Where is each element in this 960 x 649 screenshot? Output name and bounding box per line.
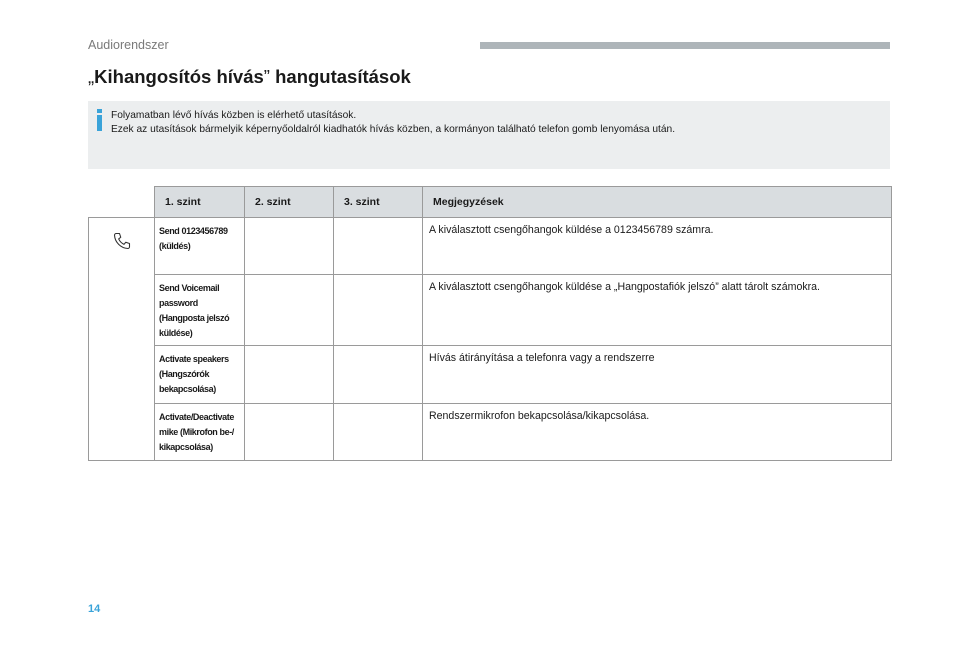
table-header-notes: Megjegyzések (423, 187, 892, 218)
level1-cell: Send Voicemail password (Hangposta jelszó küldése) (155, 275, 245, 346)
page-title (88, 66, 411, 88)
table-header-level3: 3. szint (334, 187, 423, 218)
table-header-level1: 1. szint (155, 187, 245, 218)
level1-cell: Send 0123456789 (küldés) (155, 218, 245, 275)
title-main: Kihangosítós hívás (94, 66, 264, 87)
level2-cell (245, 275, 334, 346)
title-close-quote: ” (263, 66, 270, 87)
level3-cell (334, 346, 423, 404)
info-icon (96, 109, 104, 131)
table-header-level2: 2. szint (245, 187, 334, 218)
phone-icon-cell (89, 218, 155, 461)
section-label: Audiorendszer (88, 38, 169, 52)
note-cell: A kiválasztott csengőhangok küldése a 0123456789 számra. (423, 218, 892, 275)
note-cell: A kiválasztott csengőhangok küldése a „Hangpostafiók jelszó” alatt tárolt számokra. (423, 275, 892, 346)
info-box (88, 101, 890, 169)
level1-cell: Activate speakers (Hangszórók bekapcsolása) (155, 346, 245, 404)
phone-icon (112, 231, 132, 251)
level3-cell (334, 218, 423, 275)
page-number: 14 (88, 603, 101, 615)
info-line-2: Ezek az utasítások bármelyik képernyőoldalról kiadhatók hívás közben, a kormányon található telefon gomb lenyomása után. (111, 123, 676, 135)
title-open-quote: „ (88, 66, 95, 87)
table-header-blank (89, 187, 155, 218)
level3-cell (334, 404, 423, 461)
table-row (89, 275, 892, 346)
info-line-1: Folyamatban lévő hívás közben is elérhető utasítások. (111, 110, 357, 121)
table-row (89, 346, 892, 404)
header-bar (480, 42, 890, 49)
table-row (89, 218, 892, 275)
level2-cell (245, 346, 334, 404)
info-text (111, 109, 675, 136)
note-cell: Hívás átirányítása a telefonra vagy a rendszerre (423, 346, 892, 404)
level2-cell (245, 404, 334, 461)
level2-cell (245, 218, 334, 275)
table-row (89, 404, 892, 461)
note-cell: Rendszermikrofon bekapcsolása/kikapcsolása. (423, 404, 892, 461)
table-header-row (89, 187, 892, 218)
commands-table (88, 186, 892, 461)
level1-cell: Activate/Deactivate mike (Mikrofon be-/ kikapcsolása) (155, 404, 245, 461)
level3-cell (334, 275, 423, 346)
title-suffix: hangutasítások (269, 66, 411, 87)
